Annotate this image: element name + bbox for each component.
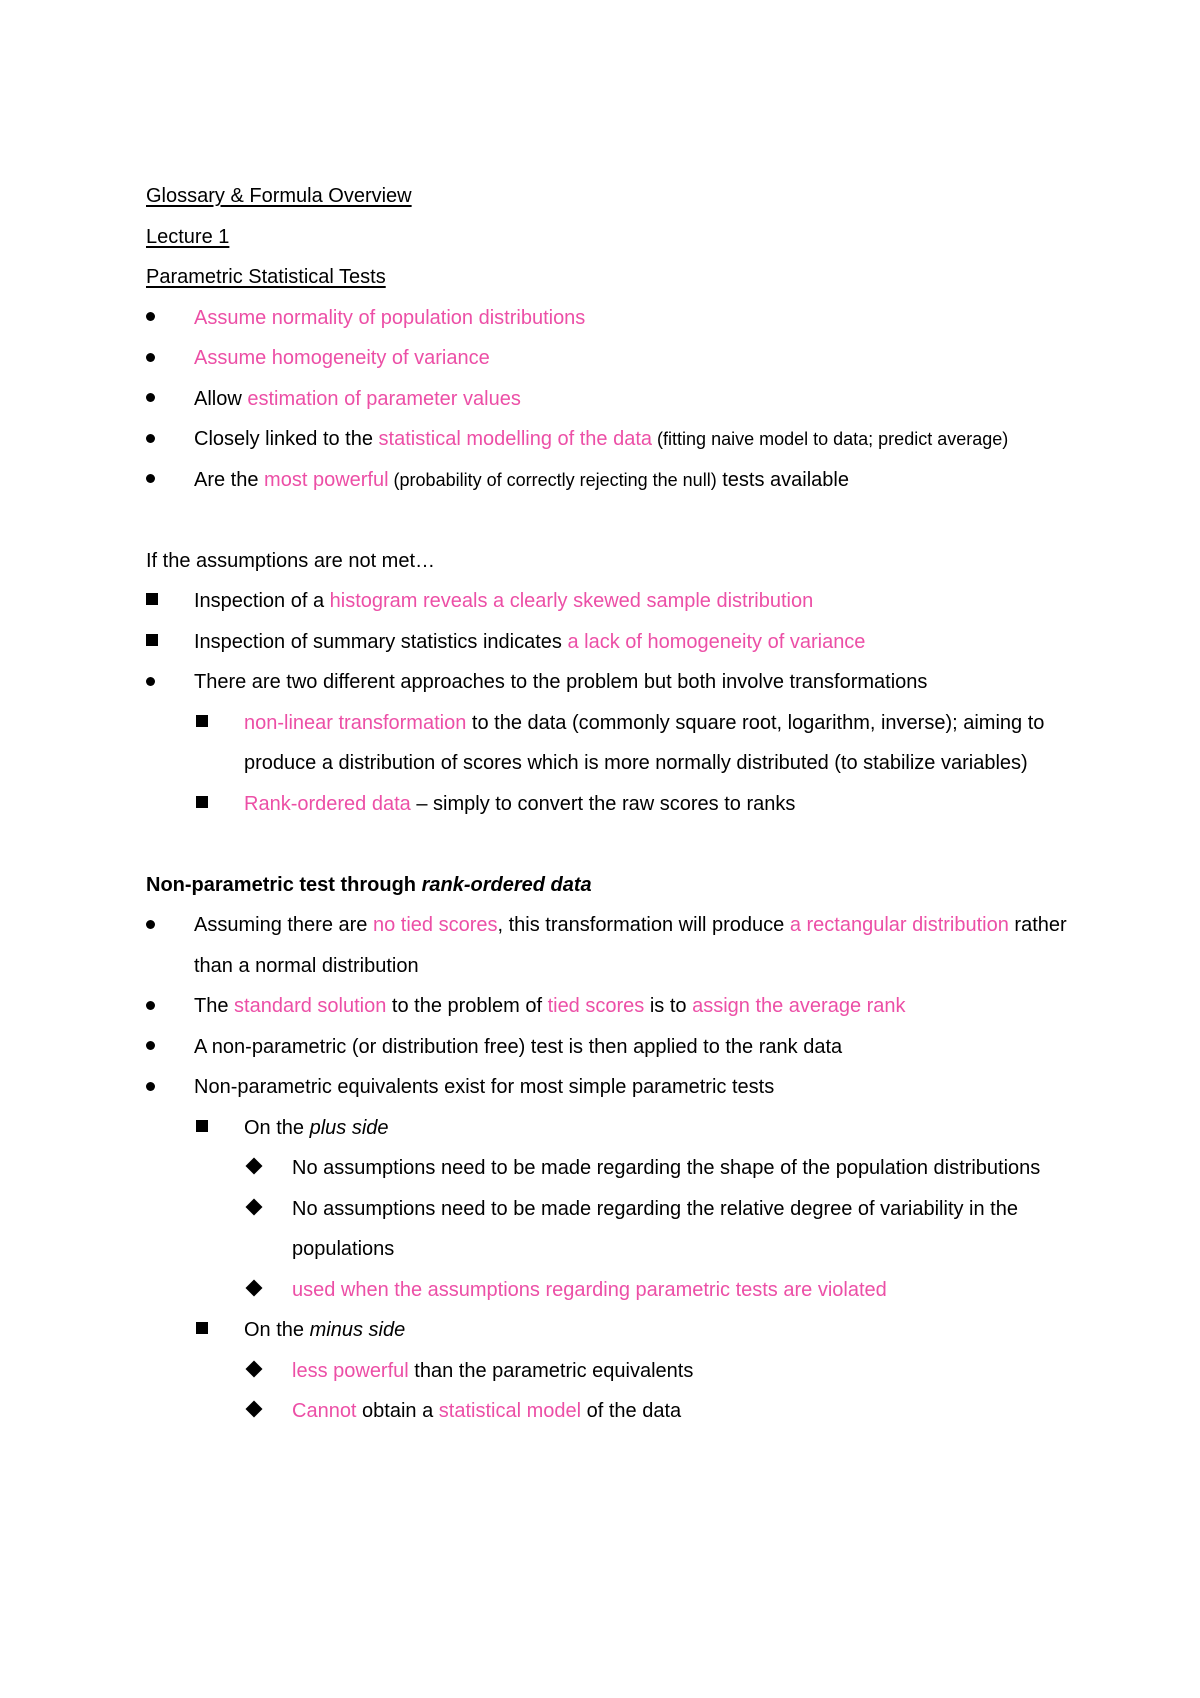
bullet-diamond-icon: [244, 1391, 260, 1432]
list-item: non-linear transformation to the data (commonly square root, logarithm, inverse); aiming to produce a distribution of scores which is more normally distributed (to stabilize variables): [146, 703, 1076, 784]
list-item: less powerful than the parametric equivalents: [146, 1351, 1076, 1392]
list-item: used when the assumptions regarding parametric tests are violated: [146, 1270, 1076, 1311]
list-item: On the plus side: [146, 1108, 1076, 1149]
bullet-dot-icon: [146, 338, 155, 379]
bullet-dot-icon: [146, 298, 155, 339]
list-item: No assumptions need to be made regarding the relative degree of variability in the populations: [146, 1189, 1076, 1270]
list-item: No assumptions need to be made regarding the shape of the population distributions: [146, 1148, 1076, 1189]
bullet-dot-icon: [146, 1067, 155, 1108]
list-item: A non-parametric (or distribution free) test is then applied to the rank data: [146, 1027, 1076, 1068]
section-heading: Parametric Statistical Tests: [146, 266, 386, 288]
bullet-square-icon: [196, 1108, 208, 1149]
list-item: Inspection of summary statistics indicates a lack of homogeneity of variance: [146, 622, 1076, 663]
list-item: Allow estimation of parameter values: [146, 379, 1076, 420]
bullet-dot-icon: [146, 986, 155, 1027]
list-item: Inspection of a histogram reveals a clearly skewed sample distribution: [146, 581, 1076, 622]
bullet-dot-icon: [146, 1027, 155, 1068]
list-item: The standard solution to the problem of tied scores is to assign the average rank: [146, 986, 1076, 1027]
bullet-dot-icon: [146, 419, 155, 460]
bullet-square-icon: [146, 581, 158, 622]
list-item: Assume normality of population distributions: [146, 298, 1076, 339]
bullet-diamond-icon: [244, 1189, 260, 1230]
bullet-square-icon: [196, 1310, 208, 1351]
bullet-diamond-icon: [244, 1351, 260, 1392]
spacer: [146, 500, 1076, 541]
list-item: Cannot obtain a statistical model of the data: [146, 1391, 1076, 1432]
list-item: Assume homogeneity of variance: [146, 338, 1076, 379]
bullet-square-icon: [196, 703, 208, 744]
lecture-heading: Lecture 1: [146, 225, 230, 248]
list-item: Non-parametric equivalents exist for most simple parametric tests: [146, 1067, 1076, 1108]
list-item: On the minus side: [146, 1310, 1076, 1351]
spacer: [146, 824, 1076, 865]
bullet-square-icon: [146, 622, 158, 663]
list-item: Are the most powerful (probability of correctly rejecting the null) tests available: [146, 460, 1076, 501]
bullet-square-icon: [196, 784, 208, 825]
list-item: There are two different approaches to the problem but both involve transformations: [146, 662, 1076, 703]
list-item: Rank-ordered data – simply to convert the raw scores to ranks: [146, 784, 1076, 825]
bullet-dot-icon: [146, 460, 155, 501]
list-item: Closely linked to the statistical modelling of the data (fitting naive model to data; predict average): [146, 419, 1076, 460]
document-title: Glossary & Formula Overview: [146, 185, 412, 207]
document-body: [146, 176, 1076, 1432]
bullet-dot-icon: [146, 662, 155, 703]
bullet-dot-icon: [146, 905, 155, 946]
assumptions-heading: If the assumptions are not met…: [146, 549, 436, 572]
bullet-diamond-icon: [244, 1148, 260, 1189]
list-item: Assuming there are no tied scores, this transformation will produce a rectangular distribution rather than a normal distribution: [146, 905, 1076, 986]
nonparametric-heading: Non-parametric test through rank-ordered data: [146, 873, 592, 896]
bullet-diamond-icon: [244, 1270, 260, 1311]
bullet-dot-icon: [146, 379, 155, 420]
